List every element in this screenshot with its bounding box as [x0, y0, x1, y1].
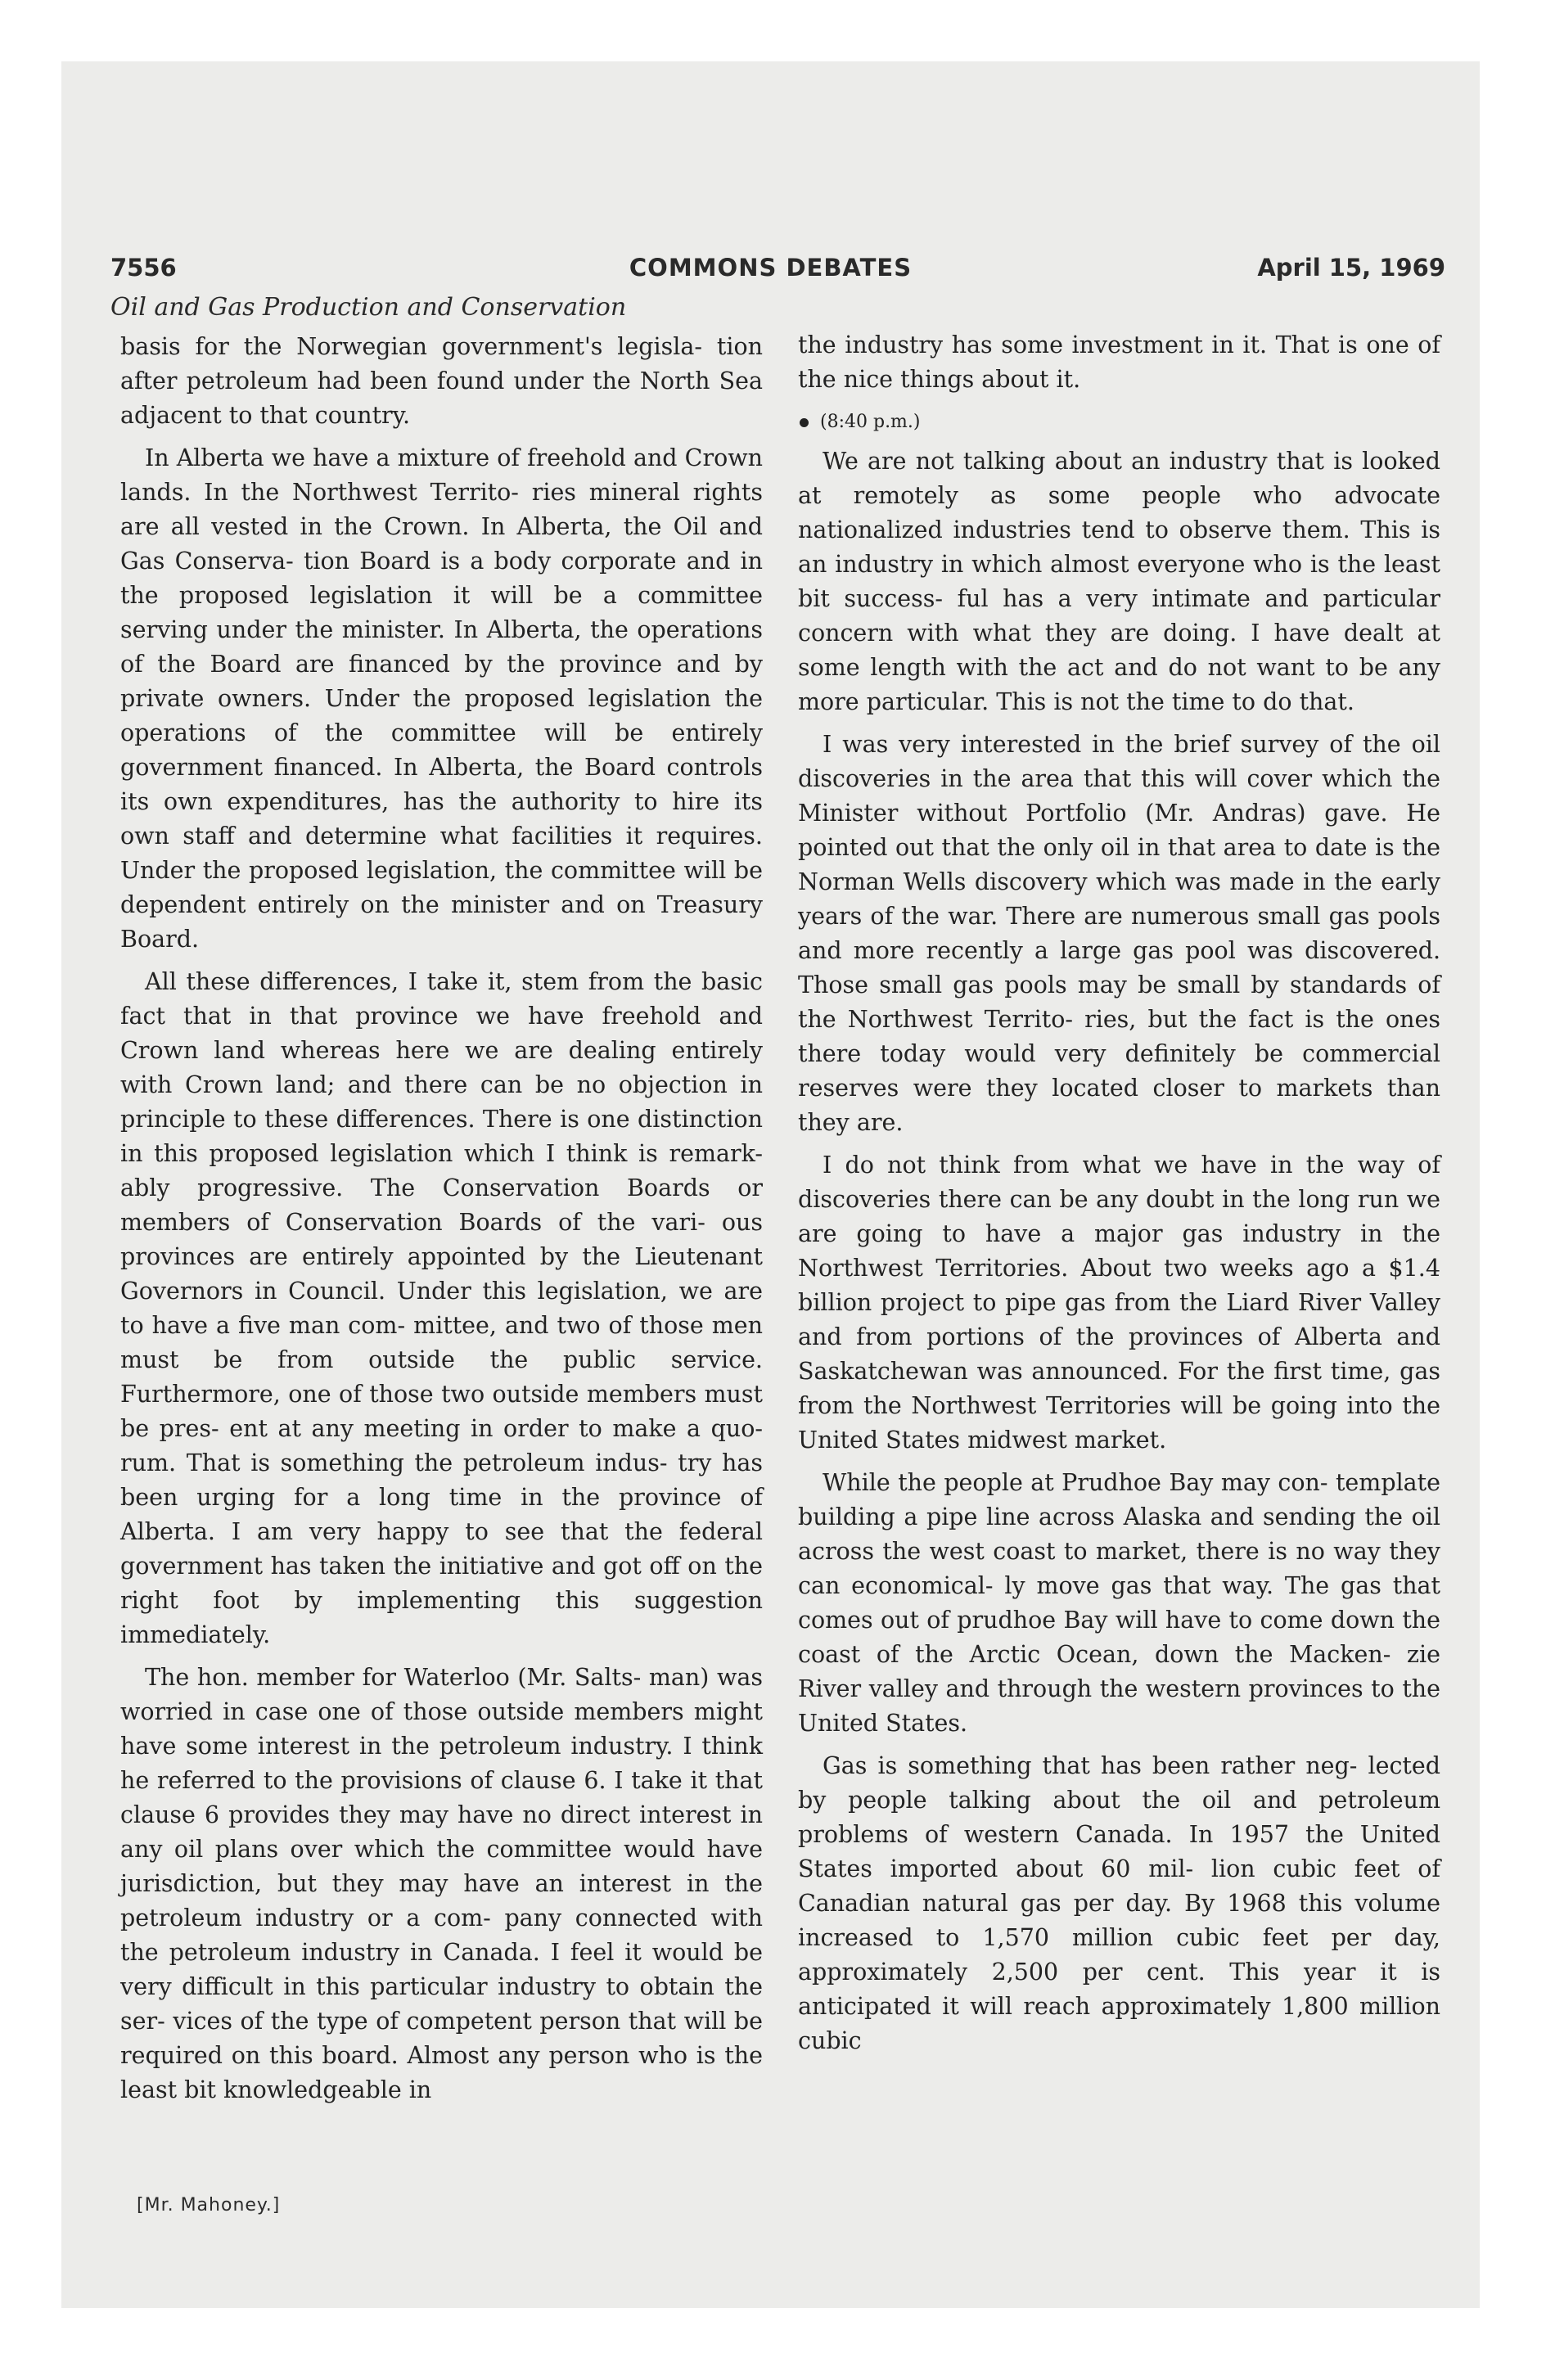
- left-column: [120, 330, 763, 2107]
- time-stamp: [798, 405, 1440, 439]
- paragraph: We are not talking about an industry that is looked at remotely as some people who advocate nationalized industries tend to observe them. This is an industry in which almost everyone who is the least bit success- ful has a very intimate and particular concern with what they are doing. I have dealt at some length with the act and do not want to be any more particular. This is not the time to do that.: [798, 448, 1440, 715]
- publication-title: COMMONS DEBATES: [629, 254, 913, 282]
- paragraph: In Alberta we have a mixture of freehold and Crown lands. In the Northwest Territo- ries mineral rights are all vested in the Crown. In Alberta, the Oil and Gas Conserva- tion Board is a body corporate and in the proposed legislation it will be a committee serving under the minister. In Alberta, the operations of the Board are financed by the province and by private owners. Under the proposed legislation the operations of the committee will be entirely government financed. In Alberta, the Board controls its own expenditures, has the authority to hire its own staff and determine what facilities it requires. Under the proposed legislation, the committee will be dependent entirely on the minister and on Treasury Board.: [120, 444, 763, 953]
- time-stamp-text: (8:40 p.m.): [820, 412, 921, 432]
- right-column: [798, 328, 1440, 2058]
- paragraph: Gas is something that has been rather neg- lected by people talking about the oil and petroleum problems of western Canada. In 1957 the United States imported about 60 mil- lion cubic feet of Canadian natural gas per day. By 1968 this volume increased to 1,570 million cubic feet per day, approximately 2,500 per cent. This year it is anticipated it will reach approximately 1,800 million cubic: [798, 1752, 1440, 2054]
- page-header: [61, 254, 1480, 286]
- section-subtitle: Oil and Gas Production and Conservation: [110, 293, 627, 322]
- paragraph: While the people at Prudhoe Bay may con- template building a pipe line across Alaska and sending the oil across the west coast to market, there is no way they can economical- ly move gas that way. The gas that comes out of prudhoe Bay will have to come down the coast of the Arctic Ocean, down the Macken- zie River valley and through the western provinces to the United States.: [798, 1469, 1440, 1737]
- paragraph: All these differences, I take it, stem from the basic fact that in that province we have freehold and Crown land whereas here we are dealing entirely with Crown land; and there can be no objection in principle to these differences. There is one distinction in this proposed legislation which I think is remark- ably progressive. The Conservation Boards or members of Conservation Boards of the vari- ous provinces are entirely appointed by the Lieutenant Governors in Council. Under this legislation, we are to have a five man com- mittee, and two of those men must be from outside the public service. Furthermore, one of those two outside members must be pres- ent at any meeting in order to make a quo- rum. That is something the petroleum indus- try has been urging for a long time in the province of Alberta. I am very happy to see that the federal government has taken the initiative and got off on the right foot by implementing this suggestion immediately.: [120, 968, 763, 1648]
- paragraph: I do not think from what we have in the way of discoveries there can be any doubt in the long run we are going to have a major gas industry in the Northwest Territories. About two weeks ago a $1.4 billion project to pipe gas from the Liard River Valley and from portions of the provinces of Alberta and Saskatchewan was announced. For the first time, gas from the Northwest Territories will be going into the United States midwest market.: [798, 1152, 1440, 1454]
- publication-date: April 15, 1969: [1257, 254, 1445, 282]
- paragraph: I was very interested in the brief survey of the oil discoveries in the area that this will cover which the Minister without Portfolio (Mr. Andras) gave. He pointed out that the only oil in that area to date is the Norman Wells discovery which was made in the early years of the war. There are numerous small gas pools and more recently a large gas pool was discovered. Those small gas pools may be small by standards of the Northwest Territo- ries, but the fact is the ones there today would very definitely be commercial reserves were they located closer to markets than they are.: [798, 731, 1440, 1136]
- bullet-icon: [800, 418, 809, 427]
- paragraph: basis for the Norwegian government's legisla- tion after petroleum had been found under the North Sea adjacent to that country.: [120, 333, 763, 429]
- page-number: 7556: [110, 254, 177, 282]
- page: [61, 61, 1480, 2308]
- paragraph: The hon. member for Waterloo (Mr. Salts- man) was worried in case one of those outside members might have some interest in the petroleum industry. I think he referred to the provisions of clause 6. I take it that clause 6 provides they may have no direct interest in any oil plans over which the committee would have jurisdiction, but they may have an interest in the petroleum industry or a com- pany connected with the petroleum industry in Canada. I feel it would be very difficult in this particular industry to obtain the ser- vices of the type of competent person that will be required on this board. Almost any person who is the least bit knowledgeable in: [120, 1664, 763, 2103]
- paragraph: the industry has some investment in it. That is one of the nice things about it.: [798, 331, 1440, 393]
- speaker-label: [Mr. Mahoney.]: [137, 2195, 281, 2215]
